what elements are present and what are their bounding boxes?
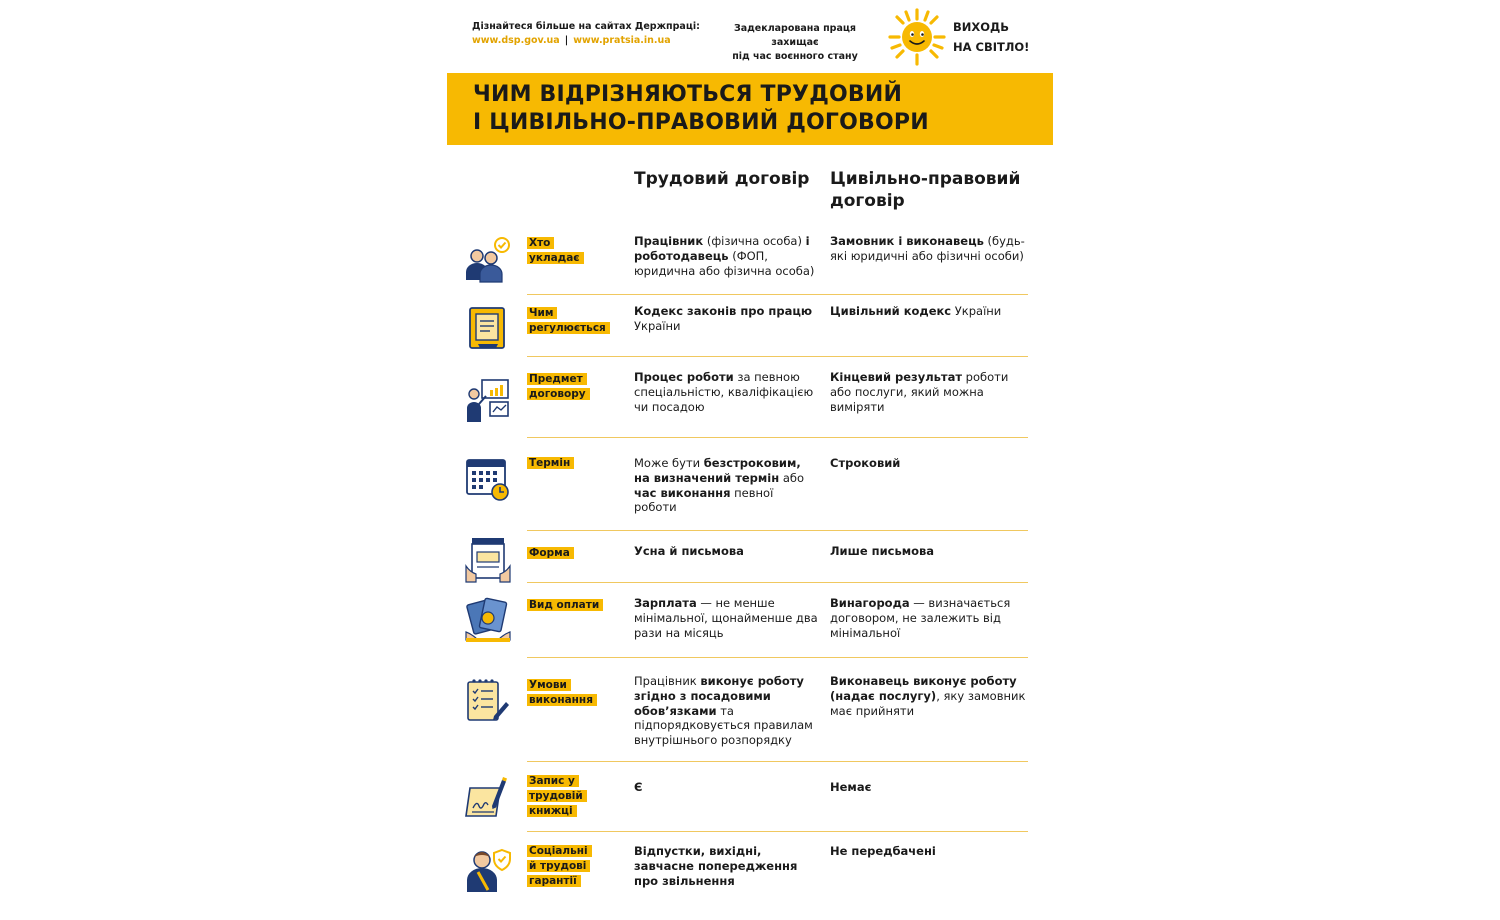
row-divider — [527, 530, 1028, 531]
row-divider — [527, 582, 1028, 583]
civil-contract-cell: Замовник і виконавець (будь-які юридичні або фізичні особи) — [830, 234, 1025, 263]
civil-contract-cell: Кінцевий результат роботи або послуги, який можна виміряти — [830, 370, 1009, 414]
money-hands-icon — [464, 596, 512, 644]
row-divider — [527, 657, 1028, 658]
table-row — [447, 768, 1053, 832]
table-row — [447, 298, 1053, 356]
row-label-text: Форма — [527, 547, 574, 559]
labor-contract-cell: Працівник (фізична особа) і роботодавець (ФОП, юридична або фізична особа) — [634, 234, 815, 278]
labor-contract-cell: Усна й письмова — [634, 544, 744, 558]
row-label — [527, 546, 575, 561]
document-hands-icon — [464, 536, 512, 584]
civil-contract-cell: Немає — [830, 780, 872, 794]
labor-contract-cell: Процес роботи за певною спеціальністю, кваліфікацією чи посадою — [634, 370, 814, 414]
learn-more-text: Дізнайтеся більше на сайтах Держпраці: — [472, 21, 700, 32]
row-divider — [527, 294, 1028, 295]
table-row — [447, 364, 1053, 438]
page-title — [473, 81, 929, 137]
civil-contract-cell: Цивільний кодекс України — [830, 304, 1002, 318]
table-row — [447, 668, 1053, 762]
row-label-text: Чим регулюється — [527, 307, 610, 334]
table-row — [447, 448, 1053, 532]
labor-contract-cell: Працівник виконує роботу згідно з посадовими обов’язками та підпорядковується правилам внутрішнього розпорядку — [634, 674, 813, 748]
civil-contract-cell: Винагорода — визначається договором, не залежить від мінімальної — [830, 596, 1011, 640]
row-divider — [527, 437, 1028, 438]
row-label — [527, 678, 599, 708]
table-row — [447, 838, 1053, 898]
row-divider — [527, 356, 1028, 357]
column-header-labor: Трудовий договір — [634, 169, 810, 189]
row-label-text: Запис у трудовій книжці — [527, 775, 587, 817]
row-label — [527, 774, 595, 819]
table-row — [447, 588, 1053, 660]
worker-shield-icon — [464, 846, 512, 894]
labor-contract-cell: Кодекс законів про працю України — [634, 304, 813, 333]
row-label — [527, 236, 587, 266]
labor-contract-cell: Може бути безстроковим, на визначений термін або час виконання певної роботи — [634, 456, 805, 515]
checklist-pen-icon — [464, 676, 512, 724]
row-label — [527, 598, 607, 613]
labor-contract-cell: Зарплата — не менше мінімальної, щонайменше два рази на місяць — [634, 596, 818, 640]
column-header-civil: Цивільно-правовий договір — [830, 169, 1021, 211]
law-book-icon — [464, 304, 512, 352]
civil-contract-cell: Строковий — [830, 456, 901, 470]
row-label — [527, 844, 593, 889]
row-label-text: Термін — [527, 457, 574, 469]
row-label-text: Хто укладає — [527, 237, 584, 264]
row-divider — [527, 831, 1028, 832]
table-row — [447, 228, 1053, 294]
row-label — [527, 306, 615, 336]
row-divider — [527, 761, 1028, 762]
labor-contract-cell: Є — [634, 780, 643, 794]
poster — [447, 0, 1053, 920]
civil-contract-cell: Лише письмова — [830, 544, 935, 558]
labor-contract-cell: Відпустки, вихідні, завчасне попередження про звільнення — [634, 844, 798, 888]
calendar-clock-icon — [464, 454, 512, 502]
civil-contract-cell: Не передбачені — [830, 844, 936, 858]
row-label — [527, 456, 577, 471]
row-label-text: Вид оплати — [527, 599, 603, 611]
campaign-name — [953, 17, 1029, 57]
header-info — [472, 20, 700, 48]
title-line1: ЧИМ ВІДРІЗНЯЮТЬСЯ ТРУДОВИЙ — [473, 82, 903, 107]
row-label-text: Умови виконання — [527, 679, 597, 706]
sun-logo-icon — [887, 7, 947, 67]
table-row — [447, 536, 1053, 582]
row-label — [527, 372, 589, 402]
site-link-dsp[interactable]: www.dsp.gov.ua — [472, 35, 560, 46]
link-separator: | — [564, 35, 569, 46]
slogan-line2: під час воєнного стану — [732, 51, 858, 62]
title-band — [447, 73, 1053, 145]
presentation-icon — [464, 376, 512, 424]
civil-contract-cell: Виконавець виконує роботу (надає послугу), яку замовник має прийняти — [830, 674, 1026, 718]
slogan-line1: Задекларована праця захищає — [733, 23, 857, 48]
campaign-line1: ВИХОДЬ — [953, 20, 1010, 34]
row-label-text: Соціальні й трудові гарантії — [527, 845, 592, 887]
row-label-text: Предмет договору — [527, 373, 590, 400]
people-check-icon — [464, 236, 512, 284]
slogan — [709, 22, 881, 64]
signature-pen-icon — [464, 774, 512, 822]
site-link-pratsia[interactable]: www.pratsia.in.ua — [573, 35, 671, 46]
campaign-line2: НА СВІТЛО! — [953, 40, 1030, 54]
title-line2: І ЦИВІЛЬНО-ПРАВОВИЙ ДОГОВОРИ — [473, 110, 929, 135]
